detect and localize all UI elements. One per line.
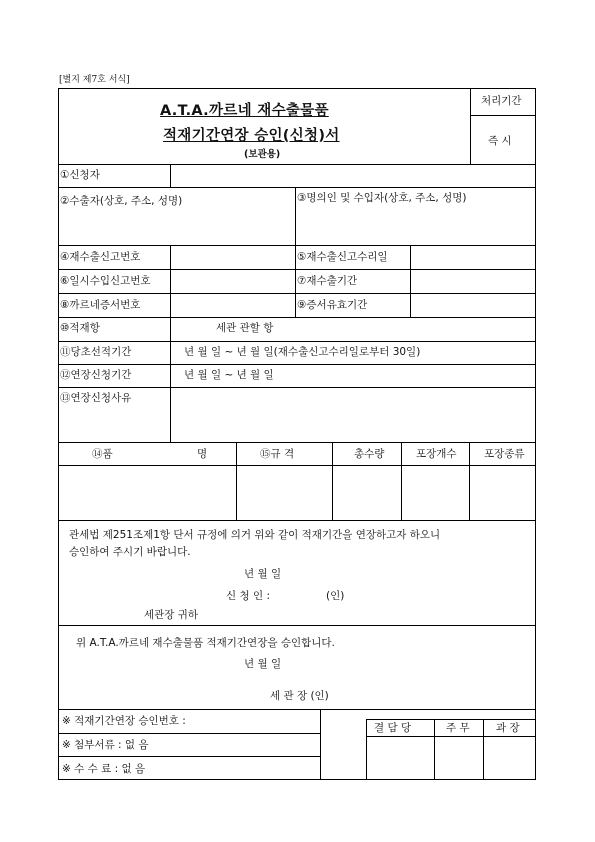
form-title-sub: (보관용) [244, 149, 281, 160]
processing-header-line [470, 115, 536, 116]
declaration-text-line1: 관세법 제251조제1항 단서 규정에 의거 위와 같이 적재기간을 연장하고자 하오니 [69, 529, 441, 541]
col-line [295, 187, 296, 245]
notes-divider [320, 709, 321, 780]
loading-port-label: ⑩적재항 [60, 322, 100, 334]
reexport-acceptance-date-label: ⑤재수출신고수리일 [297, 251, 388, 263]
row-line [58, 625, 536, 626]
row-line [58, 364, 536, 365]
col-line [236, 442, 237, 520]
applicant-seal: (인) [326, 590, 345, 602]
row-line [58, 442, 536, 443]
notes-line [58, 733, 320, 734]
col-line [401, 442, 402, 520]
applicant-signature-label: 신 청 인 : [226, 590, 270, 602]
reexport-period-label: ⑦재수출기간 [297, 275, 358, 287]
temporary-import-number-label: ⑥일시수입신고번호 [60, 275, 151, 287]
sign-box-line [366, 736, 536, 737]
goods-spec-header: ⑮규 격 [260, 448, 295, 460]
col-line [410, 245, 411, 317]
fee-note: ※ 수 수 료 : 없 음 [62, 763, 146, 775]
form-title-line1: A.T.A.까르네 재수출물품 [160, 103, 329, 119]
approval-text: 위 A.T.A.까르네 재수출물품 적재기간연장을 승인합니다. [76, 637, 335, 649]
attachments-note: ※ 첨부서류 : 없 음 [62, 739, 149, 751]
loading-port-value: 세관 관할 항 [216, 322, 274, 334]
row-line [58, 164, 536, 165]
notes-line [58, 756, 320, 757]
importer-label: ③명의인 및 수입자(상호, 주소, 성명) [297, 192, 467, 204]
original-loading-period-value: 년 월 일 ~ 년 월 일(재수출신고수리일로부터 30일) [184, 346, 421, 358]
col-line [469, 442, 470, 520]
processing-period-label: 처리기간 [481, 95, 522, 107]
goods-total-quantity-header: 총수량 [354, 448, 385, 460]
row-line [58, 187, 536, 188]
reexport-report-number-label: ④재수출신고번호 [60, 251, 141, 263]
row-line [58, 465, 536, 466]
applicant-label: ①신청자 [60, 169, 100, 181]
goods-package-type-header: 포장종류 [484, 448, 525, 460]
processing-period-value: 즉 시 [488, 135, 512, 147]
sign-box-chief-header: 주 무 [446, 722, 470, 734]
col-line [170, 317, 171, 442]
col-line [170, 164, 171, 187]
row-line [58, 269, 536, 270]
extension-period-label: ⑫연장신청기간 [60, 369, 132, 381]
sign-box-col [434, 719, 435, 780]
declaration-text-line2: 승인하여 주시기 바랍니다. [69, 546, 191, 558]
approval-date: 년 월 일 [244, 658, 282, 670]
goods-package-count-header: 포장개수 [416, 448, 457, 460]
row-line [58, 245, 536, 246]
declaration-date: 년 월 일 [244, 568, 282, 580]
approval-number-note: ※ 적재기간연장 승인번호 : [62, 715, 186, 727]
approval-signer: 세 관 장 (인) [270, 690, 329, 702]
exporter-label: ②수출자(상호, 주소, 성명) [60, 195, 183, 207]
extension-reason-label: ⑬연장신청사유 [60, 392, 132, 404]
col-line [295, 245, 296, 317]
extension-period-value: 년 월 일 ~ 년 월 일 [184, 369, 274, 381]
processing-divider [470, 88, 471, 164]
sign-box-manager-header: 과 장 [496, 722, 520, 734]
goods-name-header-a: ⑭품 [92, 448, 113, 460]
sign-box-clerk-header: 결 담 당 [374, 722, 412, 734]
form-title-line2: 적재기간연장 승인(신청)서 [163, 128, 340, 144]
row-line [58, 520, 536, 521]
row-line [58, 341, 536, 342]
row-line [58, 387, 536, 388]
form-number-tag: [별지 제7호 서식] [59, 75, 130, 85]
goods-name-header-b: 명 [197, 448, 208, 460]
original-loading-period-label: ⑪당초선적기간 [60, 346, 132, 358]
sign-box-col [483, 719, 484, 780]
addressee: 세관장 귀하 [144, 609, 199, 621]
row-line [58, 317, 536, 318]
row-line [58, 293, 536, 294]
certificate-validity-label: ⑨증서유효기간 [297, 299, 368, 311]
col-line [332, 442, 333, 520]
row-line [58, 709, 536, 710]
col-line [170, 245, 171, 317]
carnet-number-label: ⑧까르네증서번호 [60, 299, 141, 311]
